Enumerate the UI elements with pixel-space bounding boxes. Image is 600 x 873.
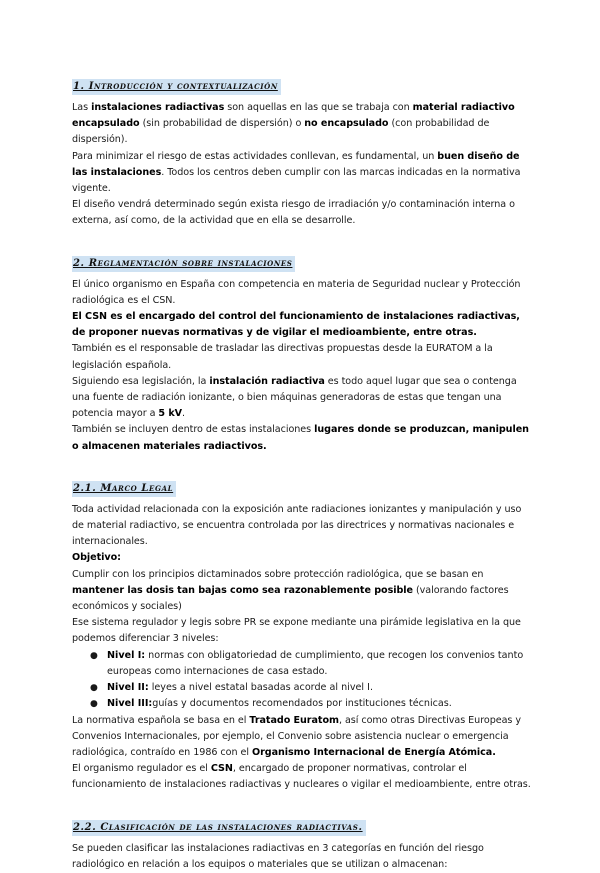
text-run: leyes a nivel estatal basadas acorde al nivel I. bbox=[148, 682, 374, 694]
paragraph bbox=[72, 149, 532, 198]
bullet-icon: ● bbox=[90, 683, 98, 694]
section-heading-marco-legal: 2.1. Marco Legal bbox=[72, 481, 176, 497]
text-run: , así como otras Directivas Europeas y Convenios Internacionales, por ejemplo, el Convenio sobre asistencia nuclear o emergencia radiológica, contraído en 1986 con el bbox=[72, 714, 521, 758]
bold-text: 5 kV bbox=[158, 408, 183, 420]
section-marco-legal bbox=[72, 476, 532, 794]
list-item bbox=[72, 680, 532, 696]
bold-text: Tratado Euratom bbox=[249, 714, 339, 726]
bold-text: material radiactivo encapsulado bbox=[72, 102, 515, 130]
bold-text: Objetivo: bbox=[72, 552, 121, 564]
bold-text: Organismo Internacional de Energía Atómica. bbox=[251, 746, 496, 758]
text-run: El único organismo en España con competencia en materia de Seguridad nuclear y Protección radiológica es el CSN. bbox=[72, 278, 521, 306]
list-item-text bbox=[107, 650, 523, 677]
text-run: son aquellas en las que se trabaja con bbox=[224, 102, 413, 113]
paragraph bbox=[72, 567, 532, 616]
list-item bbox=[72, 696, 532, 712]
bold-text: Nivel I: bbox=[107, 649, 146, 661]
section-reglamentacion bbox=[72, 251, 532, 455]
text-run: normas con obligatoriedad de cumplimiento, que recogen los convenios tanto europeas como internaciones de casa estado. bbox=[107, 649, 524, 677]
bullet-icon: ● bbox=[90, 699, 98, 710]
objective-label bbox=[72, 550, 532, 566]
section-heading-reglamentacion: 2. Reglamentación sobre instalaciones bbox=[72, 256, 295, 272]
paragraph bbox=[72, 502, 532, 551]
text-run: es todo aquel lugar que sea o contenga una fuente de radiación ionizante, o bien máquinas generadoras de estas que tengan una potencia mayor a bbox=[72, 375, 517, 420]
list-item-text bbox=[107, 698, 452, 709]
text-run: Ese sistema regulador y legis sobre PR se expone mediante una pirámide legislativa en la que podemos diferenciar 3 niveles: bbox=[72, 617, 521, 645]
text-run: El organismo regulador es el bbox=[72, 763, 211, 775]
text-run: (sin probabilidad de dispersión) o bbox=[139, 118, 305, 130]
bold-text: Nivel III: bbox=[107, 698, 153, 710]
paragraph bbox=[72, 341, 532, 373]
text-run: , encargado de proponer normativas, controlar el funcionamiento de instalaciones radiactivas y nucleares o vigilar el medioambiente, entre otras. bbox=[72, 763, 531, 791]
list-item bbox=[72, 648, 532, 680]
text-run: (con probabilidad de dispersión). bbox=[72, 118, 490, 146]
paragraph bbox=[72, 100, 532, 149]
list-item-text bbox=[107, 682, 373, 693]
bold-text: CSN bbox=[210, 763, 233, 775]
paragraph bbox=[72, 713, 532, 762]
text-run: guías y documentos recomendados por instituciones técnicas. bbox=[152, 698, 452, 710]
section-heading-clasificacion: 2.2. Clasificación de las instalaciones radiactivas. bbox=[72, 820, 366, 836]
text-run: Las bbox=[72, 102, 92, 113]
paragraph bbox=[72, 197, 532, 229]
text-run: . bbox=[182, 408, 186, 420]
paragraph bbox=[72, 615, 532, 647]
text-run: El diseño vendrá determinado según exista riesgo de irradiación y/o contaminación interna o externa, así como, de la actividad que en ella se desarrolle. bbox=[72, 199, 515, 227]
text-run: . Todos los centros deben cumplir con las marcas indicadas en la normativa vigente. bbox=[72, 166, 521, 195]
bold-text: instalación radiactiva bbox=[209, 375, 325, 387]
paragraph bbox=[72, 761, 532, 793]
text-run: La normativa española se basa en el bbox=[72, 714, 250, 726]
bold-text: instalaciones radiactivas bbox=[91, 102, 225, 113]
section-heading-introduction: 1. Introducción y contextualización bbox=[72, 79, 281, 95]
bullet-icon: ● bbox=[90, 650, 98, 661]
bold-text: buen diseño de las instalaciones bbox=[72, 150, 520, 178]
paragraph bbox=[72, 277, 532, 309]
bold-text: mantener las dosis tan bajas como sea razonablemente posible bbox=[72, 584, 413, 596]
bold-text: Nivel II: bbox=[107, 682, 149, 694]
levels-list bbox=[72, 648, 532, 713]
text-run: Se pueden clasificar las instalaciones radiactivas en 3 categorías en función del riesgo radiológico en relación a los equipos o materiales que se utilizan o almacenan: bbox=[72, 842, 484, 870]
paragraph bbox=[72, 422, 532, 454]
section-introduction bbox=[72, 74, 532, 230]
text-run: (valorando factores económicos y sociales) bbox=[72, 584, 509, 613]
text-run: Siguiendo esa legislación, la bbox=[72, 375, 210, 387]
text-run: También se incluyen dentro de estas instalaciones bbox=[72, 424, 315, 436]
document-body bbox=[72, 74, 532, 873]
text-run: Para minimizar el riesgo de estas actividades conllevan, es fundamental, un bbox=[72, 150, 438, 162]
paragraph bbox=[72, 309, 532, 341]
paragraph bbox=[72, 374, 532, 423]
bold-text: El CSN es el encargado del control del funcionamiento de instalaciones radiactivas, de proponer nuevas normativas y de vigilar el medioambiente, entre otras. bbox=[72, 311, 520, 339]
section-clasificacion bbox=[72, 815, 532, 873]
bold-text: no encapsulado bbox=[304, 118, 389, 130]
text-run: Cumplir con los principios dictaminados sobre protección radiológica, que se basan en bbox=[72, 568, 484, 580]
bold-text: lugares donde se produzcan, manipulen o almacenen materiales radiactivos. bbox=[72, 424, 529, 452]
text-run: Toda actividad relacionada con la exposición ante radiaciones ionizantes y manipulación y uso de material radiactivo, se encuentra controlada por las directrices y normativas nacionales e internacionales. bbox=[72, 503, 522, 548]
text-run: También es el responsable de trasladar las directivas propuestas desde la EURATOM a la legislación española. bbox=[72, 343, 493, 371]
paragraph bbox=[72, 841, 532, 873]
